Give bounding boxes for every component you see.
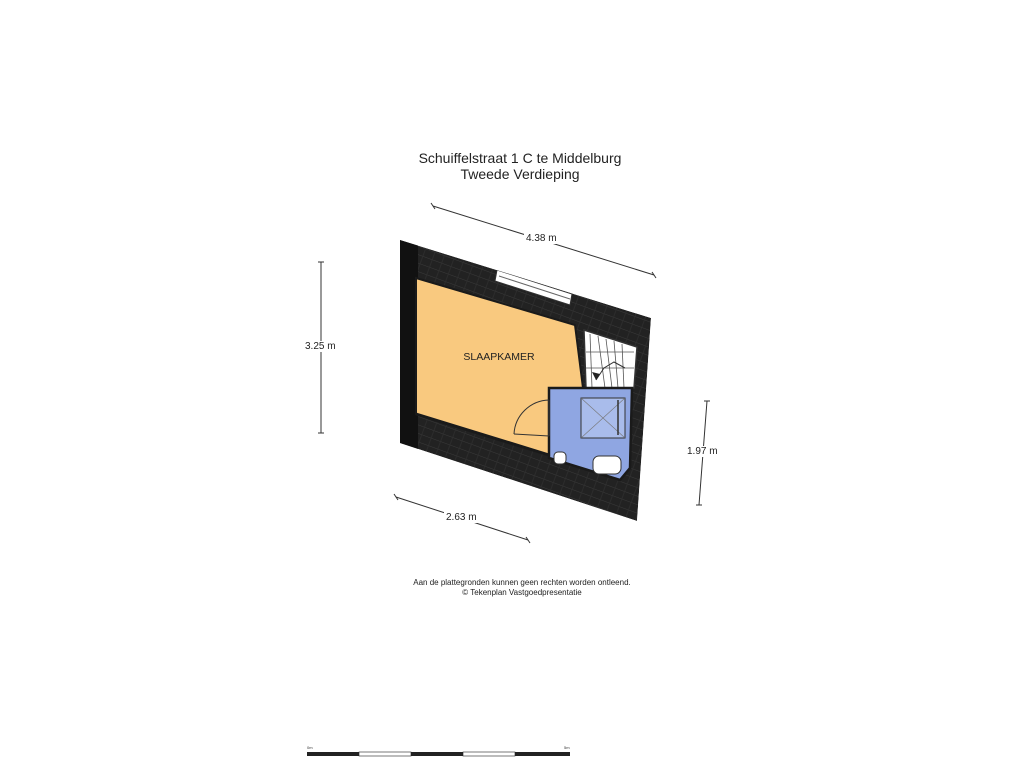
building-outline [400, 240, 651, 521]
floor-subtitle: Tweede Verdieping [460, 166, 580, 182]
disclaimer-text: Aan de plattegronden kunnen geen rechten worden ontleend. [413, 578, 631, 587]
dimension-label-top: 4.38 m [526, 233, 557, 244]
dimension-label-left: 3.25 m [305, 341, 336, 352]
room-label-bedroom: SLAAPKAMER [463, 351, 535, 363]
plan-title: Schuiffelstraat 1 C te Middelburg [418, 150, 622, 166]
dimension-label-right: 1.97 m [687, 446, 718, 457]
scale-bar [307, 745, 570, 756]
scale-start-label: 0m [307, 745, 313, 750]
copyright-text: © Tekenplan Vastgoedpresentatie [462, 588, 582, 597]
dimension-label-bottom: 2.63 m [446, 512, 477, 523]
scale-end-label: 5m [564, 745, 570, 750]
